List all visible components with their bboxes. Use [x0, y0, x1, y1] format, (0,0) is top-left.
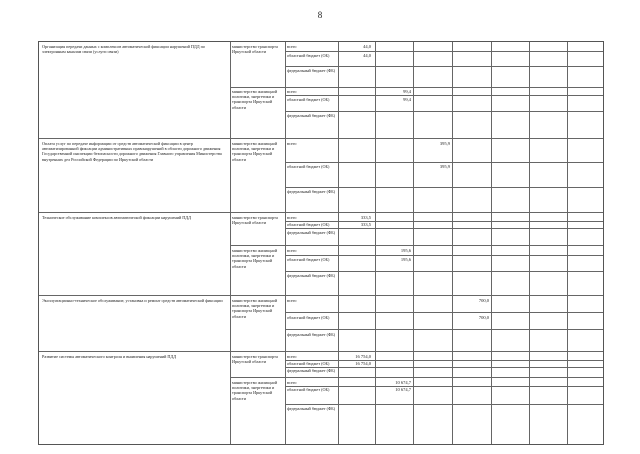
funding-source: всего: [287, 380, 297, 385]
row-divider: [285, 51, 604, 52]
funding-source: областной бюджет (ОБ): [287, 315, 330, 320]
col-divider: [285, 42, 286, 445]
executor-name: министерство транспорта Иркутской области: [232, 44, 278, 55]
row-divider: [285, 404, 604, 405]
funding-source: областной бюджет (ОБ): [287, 164, 330, 169]
executor-name: министерство жилищной политики, энергетики и транспорта Иркутской области: [232, 248, 278, 269]
amount-value: 16 754,0: [355, 361, 371, 366]
funding-source: федеральный бюджет (ФБ): [287, 273, 336, 278]
col-divider: [413, 42, 414, 445]
executor-name: министерство транспорта Иркутской области: [232, 215, 278, 226]
amount-value: 10 674,7: [395, 380, 411, 385]
funding-source: всего: [287, 354, 297, 359]
funding-source: федеральный бюджет (ФБ): [287, 189, 336, 194]
amount-value: 44,0: [363, 53, 371, 58]
amount-value: 333,5: [360, 215, 371, 220]
row-divider: [285, 95, 604, 96]
funding-source: федеральный бюджет (ФБ): [287, 230, 336, 235]
funding-source: федеральный бюджет (ФБ): [287, 68, 336, 73]
amount-value: 10 674,7: [395, 387, 411, 392]
amount-value: 395,9: [439, 141, 450, 146]
row-divider: [285, 66, 604, 67]
row-divider: [230, 87, 604, 88]
executor-name: министерство транспорта Иркутской области: [232, 354, 278, 365]
col-divider: [491, 42, 492, 445]
funding-source: областной бюджет (ОБ): [287, 222, 330, 227]
amount-value: 99,4: [403, 97, 411, 102]
budget-table: [38, 41, 604, 445]
amount-value: 195,6: [400, 248, 411, 253]
col-divider: [529, 42, 530, 445]
section-divider: [39, 351, 604, 352]
amount-value: 99,4: [403, 89, 411, 94]
funding-source: всего: [287, 89, 297, 94]
col-divider: [338, 42, 339, 445]
funding-source: федеральный бюджет (ФБ): [287, 113, 336, 118]
executor-name: министерство жилищной политики, энергетики и транспорта Иркутской области: [232, 380, 278, 401]
activity-name: Развитие системы автоматического контроля и выявления нарушений ПДД: [42, 354, 177, 359]
row-divider: [230, 245, 604, 246]
col-divider: [230, 42, 231, 445]
row-divider: [285, 162, 604, 163]
funding-source: федеральный бюджет (ФБ): [287, 332, 336, 337]
funding-source: всего: [287, 215, 297, 220]
row-divider: [230, 377, 604, 378]
section-divider: [39, 295, 604, 296]
funding-source: областной бюджет (ОБ): [287, 257, 330, 262]
amount-value: 195,6: [400, 257, 411, 262]
funding-source: областной бюджет (ОБ): [287, 53, 330, 58]
row-divider: [285, 187, 604, 188]
row-divider: [285, 255, 604, 256]
col-divider: [452, 42, 453, 445]
row-divider: [285, 111, 604, 112]
funding-source: областной бюджет (ОБ): [287, 387, 330, 392]
funding-source: областной бюджет (ОБ): [287, 361, 330, 366]
funding-source: всего: [287, 248, 297, 253]
activity-name: Оплата услуг по передаче информации от средств автоматической фиксации в центр автоматизированной фиксации административных правонарушений в области дорожного движения Государственной инспекции безопасности дорожного движения Главного управления Министерства внутренних дел Российской Федерации по Иркутской области: [42, 141, 222, 162]
amount-value: 16 754,0: [355, 354, 371, 359]
executor-name: министерство жилищной политики, энергетики и транспорта Иркутской области: [232, 89, 278, 110]
row-divider: [285, 271, 604, 272]
activity-name: Эксплуатационно-техническое обслуживание, установка и ремонт средств автоматической фиксации: [42, 298, 223, 303]
row-divider: [285, 329, 604, 330]
funding-source: федеральный бюджет (ФБ): [287, 368, 336, 373]
funding-source: всего: [287, 298, 297, 303]
col-divider: [567, 42, 568, 445]
executor-name: министерство жилищной политики, энергетики и транспорта Иркутской области: [232, 141, 278, 162]
funding-source: областной бюджет (ОБ): [287, 97, 330, 102]
section-divider: [39, 138, 604, 139]
row-divider: [285, 312, 604, 313]
funding-source: всего: [287, 141, 297, 146]
activity-name: Техническое обслуживание комплексов автоматической фиксации нарушений ПДД: [42, 215, 192, 220]
section-divider: [39, 212, 604, 213]
amount-value: 700,0: [478, 298, 489, 303]
row-divider: [285, 228, 604, 229]
executor-name: министерство жилищной политики, энергетики и транспорта Иркутской области: [232, 298, 278, 319]
amount-value: 333,5: [360, 222, 371, 227]
activity-name: Организация передачи данных с комплексов автоматической фиксации нарушений ПДД по электронным каналам связи (услуги связи): [42, 44, 205, 55]
amount-value: 44,0: [363, 44, 371, 49]
funding-source: всего: [287, 44, 297, 49]
amount-value: 395,9: [439, 164, 450, 169]
funding-source: федеральный бюджет (ФБ): [287, 406, 336, 411]
amount-value: 700,0: [478, 315, 489, 320]
page-number: 8: [317, 10, 323, 20]
